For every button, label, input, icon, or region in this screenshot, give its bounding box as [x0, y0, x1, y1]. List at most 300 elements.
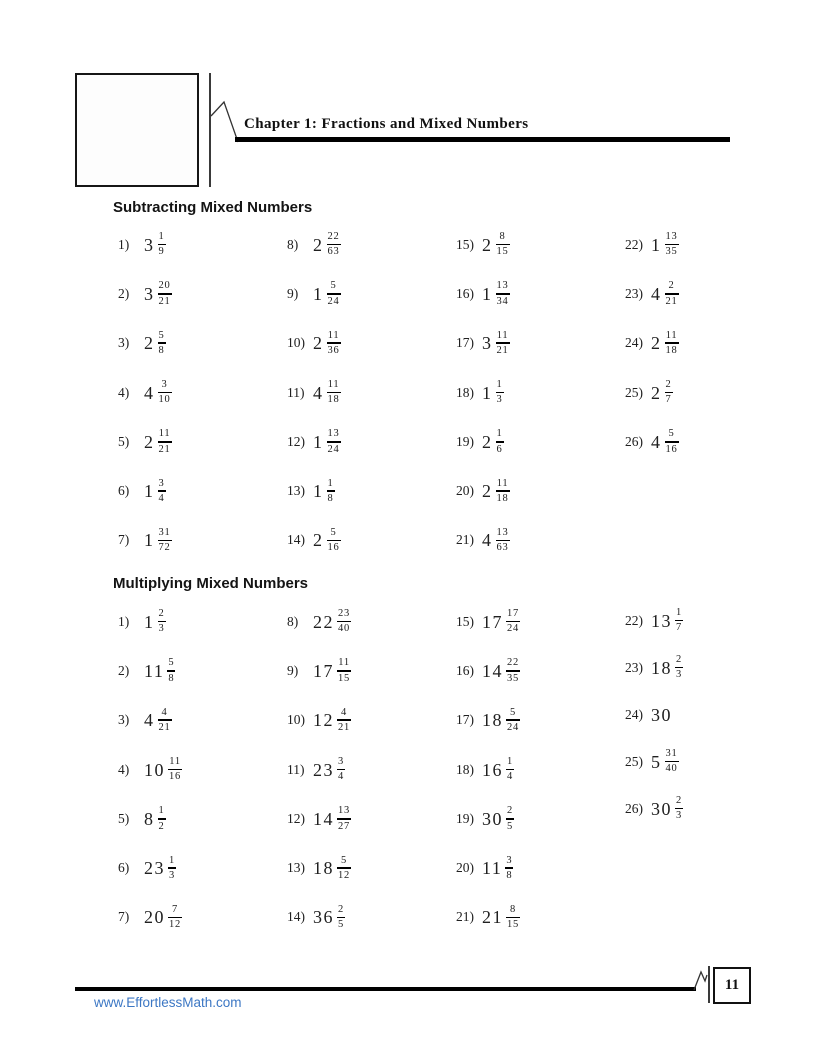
answer-label: 6): [118, 860, 130, 876]
numerator: 11: [327, 329, 340, 341]
page-number-box: [713, 967, 751, 1004]
denominator: 16: [169, 771, 182, 783]
answers-column: [287, 220, 456, 565]
fraction: [337, 657, 351, 684]
answers-column: [625, 597, 794, 942]
answer-label: 9): [287, 662, 299, 678]
mixed-number: [482, 231, 510, 258]
fraction-bar: [506, 917, 520, 919]
answer-item: [118, 368, 287, 417]
mixed-number: [144, 478, 166, 505]
denominator: 8: [506, 869, 513, 881]
numerator: 22: [507, 657, 520, 669]
mixed-number: [482, 478, 510, 505]
numerator: 5: [158, 329, 165, 341]
denominator: 8: [327, 492, 334, 504]
numerator: 11: [158, 428, 171, 440]
fraction-bar: [168, 867, 176, 869]
whole-number: 1: [482, 382, 493, 403]
fraction-bar: [337, 917, 345, 919]
whole-number: 2: [313, 333, 324, 354]
denominator: 63: [496, 542, 509, 554]
whole-number: 12: [313, 710, 334, 731]
whole-number: 1: [144, 611, 155, 632]
fraction-bar: [505, 867, 513, 869]
fraction: [158, 478, 166, 505]
answers-column: [456, 597, 625, 942]
answer-item: [625, 597, 794, 644]
fraction-bar: [496, 293, 510, 295]
answer-label: 5): [118, 433, 130, 449]
fraction-bar: [327, 342, 341, 344]
mixed-number: [313, 478, 335, 505]
mixed-number: [144, 904, 182, 931]
denominator: 7: [665, 394, 672, 406]
answer-label: 20): [456, 483, 474, 499]
numerator: 2: [676, 794, 683, 806]
mixed-number: [482, 280, 510, 307]
fraction: [496, 231, 510, 258]
mixed-number: [313, 527, 341, 554]
numerator: 11: [496, 329, 509, 341]
denominator: 24: [507, 623, 520, 635]
denominator: 24: [327, 295, 340, 307]
fraction: [506, 805, 514, 832]
fraction-bar: [158, 441, 172, 443]
whole-number: 14: [482, 660, 503, 681]
whole-number: 14: [313, 808, 334, 829]
denominator: 6: [496, 443, 503, 455]
fraction-bar: [327, 540, 341, 542]
numerator: 5: [510, 706, 517, 718]
answer-item: [118, 646, 287, 695]
numerator: 11: [496, 477, 509, 489]
answer-label: 1): [118, 613, 130, 629]
whole-number: 17: [482, 611, 503, 632]
mixed-number: [651, 706, 672, 724]
mixed-number: [651, 748, 679, 775]
answer-item: [625, 644, 794, 691]
numerator: 11: [338, 657, 350, 669]
answer-item: [456, 516, 625, 565]
whole-number: 11: [144, 660, 165, 681]
fraction-bar: [665, 761, 679, 763]
fraction-bar: [337, 621, 351, 623]
answer-label: 25): [625, 753, 643, 769]
fraction-bar: [665, 441, 679, 443]
numerator: 3: [161, 378, 168, 390]
answer-item: [456, 368, 625, 417]
fraction: [675, 607, 683, 634]
mixed-number: [313, 330, 341, 357]
denominator: 36: [327, 345, 340, 357]
whole-number: 1: [482, 283, 493, 304]
fraction: [665, 231, 679, 258]
whole-number: 4: [482, 530, 493, 551]
fraction-bar: [158, 392, 172, 394]
answer-label: 21): [456, 909, 474, 925]
denominator: 21: [665, 295, 678, 307]
whole-number: 20: [144, 907, 165, 928]
denominator: 21: [338, 722, 351, 734]
answer-item: [118, 893, 287, 942]
fraction-bar: [496, 540, 510, 542]
answer-item: [456, 417, 625, 466]
fraction: [675, 795, 683, 822]
whole-number: 36: [313, 907, 334, 928]
fraction-bar: [506, 769, 514, 771]
numerator: 5: [168, 657, 175, 669]
answer-item: [456, 843, 625, 892]
answer-item: [625, 368, 794, 417]
answer-label: 26): [625, 433, 643, 449]
fraction: [327, 280, 341, 307]
numerator: 13: [665, 231, 678, 243]
mixed-number: [313, 855, 351, 882]
mixed-number: [651, 428, 679, 455]
numerator: 31: [158, 526, 171, 538]
mixed-number: [482, 805, 514, 832]
fraction-bar: [506, 719, 520, 721]
denominator: 18: [327, 394, 340, 406]
fraction: [327, 231, 341, 258]
mixed-number: [313, 707, 351, 734]
numerator: 8: [510, 903, 517, 915]
whole-number: 4: [651, 283, 662, 304]
mixed-number: [651, 795, 683, 822]
answer-item: [287, 516, 456, 565]
answer-label: 4): [118, 384, 130, 400]
mixed-number: [482, 904, 520, 931]
whole-number: 22: [313, 611, 334, 632]
whole-number: 30: [651, 798, 672, 819]
fraction: [665, 280, 679, 307]
answer-label: 7): [118, 532, 130, 548]
fraction-bar: [327, 441, 341, 443]
denominator: 10: [158, 394, 171, 406]
fraction: [327, 478, 335, 505]
numerator: 2: [665, 378, 672, 390]
fraction-bar: [337, 818, 351, 820]
denominator: 35: [665, 246, 678, 258]
whole-number: 11: [482, 858, 503, 879]
numerator: 1: [169, 854, 176, 866]
fraction: [158, 280, 172, 307]
answer-label: 11): [287, 384, 305, 400]
denominator: 35: [507, 672, 520, 684]
answer-label: 3): [118, 335, 130, 351]
mixed-number: [313, 904, 345, 931]
denominator: 7: [676, 622, 683, 634]
answer-item: [625, 319, 794, 368]
mixed-number: [313, 608, 351, 635]
answer-label: 22): [625, 612, 643, 628]
answer-item: [456, 597, 625, 646]
fraction: [168, 756, 182, 783]
subtracting-answers-grid: [118, 220, 794, 565]
whole-number: 13: [651, 610, 672, 631]
fraction-bar: [158, 490, 166, 492]
denominator: 24: [327, 443, 340, 455]
fraction-bar: [675, 620, 683, 622]
fraction-bar: [158, 818, 166, 820]
numerator: 20: [158, 280, 171, 292]
fraction: [665, 379, 673, 406]
answer-label: 15): [456, 613, 474, 629]
numerator: 23: [338, 608, 351, 620]
denominator: 27: [338, 820, 351, 832]
denominator: 5: [338, 919, 345, 931]
fraction: [158, 330, 166, 357]
fraction-bar: [327, 293, 341, 295]
whole-number: 5: [651, 751, 662, 772]
numerator: 22: [327, 231, 340, 243]
fraction-bar: [337, 719, 351, 721]
denominator: 18: [496, 492, 509, 504]
answer-label: 9): [287, 285, 299, 301]
fraction-bar: [496, 342, 510, 344]
mixed-number: [651, 330, 679, 357]
denominator: 16: [665, 443, 678, 455]
answer-label: 17): [456, 335, 474, 351]
fraction-bar: [496, 392, 504, 394]
fraction-bar: [665, 342, 679, 344]
fraction-bar: [496, 490, 510, 492]
fraction-bar: [337, 769, 345, 771]
answer-label: 13): [287, 860, 305, 876]
answer-item: [625, 738, 794, 785]
numerator: 1: [158, 805, 165, 817]
answer-label: 8): [287, 613, 299, 629]
mixed-number: [313, 657, 351, 684]
denominator: 16: [327, 542, 340, 554]
numerator: 7: [172, 903, 179, 915]
numerator: 13: [338, 805, 351, 817]
page-number: 11: [724, 977, 740, 993]
mixed-number: [482, 707, 520, 734]
whole-number: 3: [482, 333, 493, 354]
denominator: 34: [496, 295, 509, 307]
whole-number: 2: [482, 431, 493, 452]
numerator: 5: [330, 280, 337, 292]
fraction-bar: [665, 244, 679, 246]
answer-item: [118, 597, 287, 646]
fraction: [337, 756, 345, 783]
answer-item: [287, 220, 456, 269]
fraction: [327, 379, 341, 406]
numerator: 1: [158, 231, 165, 243]
mixed-number: [144, 805, 166, 832]
answer-label: 16): [456, 662, 474, 678]
mixed-number: [313, 231, 341, 258]
footer-url-link[interactable]: www.EffortlessMath.com: [94, 995, 242, 1010]
fraction: [496, 330, 510, 357]
answer-label: 18): [456, 761, 474, 777]
answer-label: 10): [287, 712, 305, 728]
answers-column: [118, 597, 287, 942]
fraction-bar: [665, 293, 679, 295]
denominator: 40: [665, 763, 678, 775]
whole-number: 1: [313, 481, 324, 502]
answer-item: [287, 646, 456, 695]
whole-number: 3: [144, 283, 155, 304]
mixed-number: [144, 231, 166, 258]
answer-label: 19): [456, 433, 474, 449]
answer-item: [456, 794, 625, 843]
answer-item: [118, 794, 287, 843]
fraction: [496, 379, 504, 406]
mixed-number: [144, 855, 176, 882]
fraction-bar: [675, 808, 683, 810]
answers-column: [118, 220, 287, 565]
whole-number: 17: [313, 660, 334, 681]
whole-number: 1: [144, 481, 155, 502]
numerator: 13: [496, 526, 509, 538]
mixed-number: [482, 608, 520, 635]
numerator: 1: [507, 755, 514, 767]
answer-label: 2): [118, 285, 130, 301]
fraction-bar: [158, 719, 172, 721]
denominator: 3: [676, 810, 683, 822]
mixed-number: [144, 379, 172, 406]
numerator: 3: [158, 477, 165, 489]
answer-label: 12): [287, 810, 305, 826]
whole-number: 1: [651, 234, 662, 255]
numerator: 2: [507, 805, 514, 817]
answer-label: 3): [118, 712, 130, 728]
answer-item: [625, 220, 794, 269]
whole-number: 16: [482, 759, 503, 780]
mixed-number: [651, 231, 679, 258]
whole-number: 21: [482, 907, 503, 928]
answer-label: 20): [456, 860, 474, 876]
answer-label: 24): [625, 335, 643, 351]
answer-label: 1): [118, 236, 130, 252]
answer-label: 25): [625, 384, 643, 400]
whole-number: 2: [313, 530, 324, 551]
fraction: [496, 527, 510, 554]
numerator: 1: [496, 428, 503, 440]
mixed-number: [144, 707, 172, 734]
fraction: [337, 855, 351, 882]
answer-item: [625, 417, 794, 466]
fraction: [158, 527, 172, 554]
fraction: [506, 707, 520, 734]
section-title-multiplying: Multiplying Mixed Numbers: [113, 575, 309, 592]
answer-label: 22): [625, 236, 643, 252]
whole-number: 1: [144, 530, 155, 551]
answer-item: [456, 893, 625, 942]
fraction: [168, 855, 176, 882]
fraction: [665, 748, 679, 775]
answer-item: [287, 745, 456, 794]
answer-item: [456, 646, 625, 695]
whole-number: 30: [482, 808, 503, 829]
whole-number: 4: [651, 431, 662, 452]
denominator: 9: [158, 246, 165, 258]
chapter-title: Chapter 1: Fractions and Mixed Numbers: [244, 116, 529, 132]
mixed-number: [482, 527, 510, 554]
mixed-number: [482, 330, 510, 357]
fraction-bar: [506, 818, 514, 820]
fraction-bar: [327, 490, 335, 492]
fraction: [337, 608, 351, 635]
mixed-number: [144, 657, 175, 684]
fraction: [158, 608, 166, 635]
mixed-number: [482, 756, 514, 783]
answer-label: 23): [625, 285, 643, 301]
fraction: [168, 904, 182, 931]
fraction-bar: [327, 392, 341, 394]
fraction-bar: [168, 917, 182, 919]
denominator: 4: [158, 492, 165, 504]
whole-number: 1: [313, 431, 324, 452]
whole-number: 23: [144, 858, 165, 879]
denominator: 8: [168, 672, 175, 684]
denominator: 3: [169, 869, 176, 881]
fraction-bar: [167, 670, 175, 672]
answer-item: [287, 794, 456, 843]
whole-number: 23: [313, 759, 334, 780]
mixed-number: [313, 756, 345, 783]
answer-label: 4): [118, 761, 130, 777]
answer-label: 5): [118, 810, 130, 826]
fraction: [506, 756, 514, 783]
numerator: 11: [665, 329, 678, 341]
denominator: 21: [496, 345, 509, 357]
footer-rule: [75, 987, 696, 991]
whole-number: 2: [313, 234, 324, 255]
answer-label: 8): [287, 236, 299, 252]
answer-item: [287, 368, 456, 417]
fraction-bar: [158, 244, 166, 246]
denominator: 3: [496, 394, 503, 406]
denominator: 3: [676, 669, 683, 681]
answer-item: [456, 220, 625, 269]
fraction: [158, 805, 166, 832]
fraction-bar: [337, 867, 351, 869]
answer-item: [456, 269, 625, 318]
numerator: 3: [338, 755, 345, 767]
mixed-number: [313, 428, 341, 455]
fraction: [665, 428, 679, 455]
denominator: 72: [158, 542, 171, 554]
answer-label: 19): [456, 810, 474, 826]
answer-item: [625, 785, 794, 832]
denominator: 21: [158, 443, 171, 455]
denominator: 40: [338, 623, 351, 635]
answer-item: [118, 516, 287, 565]
fraction: [158, 428, 172, 455]
answer-label: 21): [456, 532, 474, 548]
mixed-number: [482, 657, 520, 684]
answer-label: 13): [287, 483, 305, 499]
answer-item: [287, 893, 456, 942]
fraction: [496, 428, 504, 455]
answer-item: [456, 466, 625, 515]
denominator: 4: [338, 771, 345, 783]
whole-number: 3: [144, 234, 155, 255]
answer-item: [625, 269, 794, 318]
answer-label: 24): [625, 706, 643, 722]
mixed-number: [651, 280, 679, 307]
denominator: 15: [338, 672, 351, 684]
whole-number: 2: [144, 431, 155, 452]
mixed-number: [144, 527, 172, 554]
fraction: [158, 707, 172, 734]
answer-label: 26): [625, 800, 643, 816]
fraction: [337, 904, 345, 931]
